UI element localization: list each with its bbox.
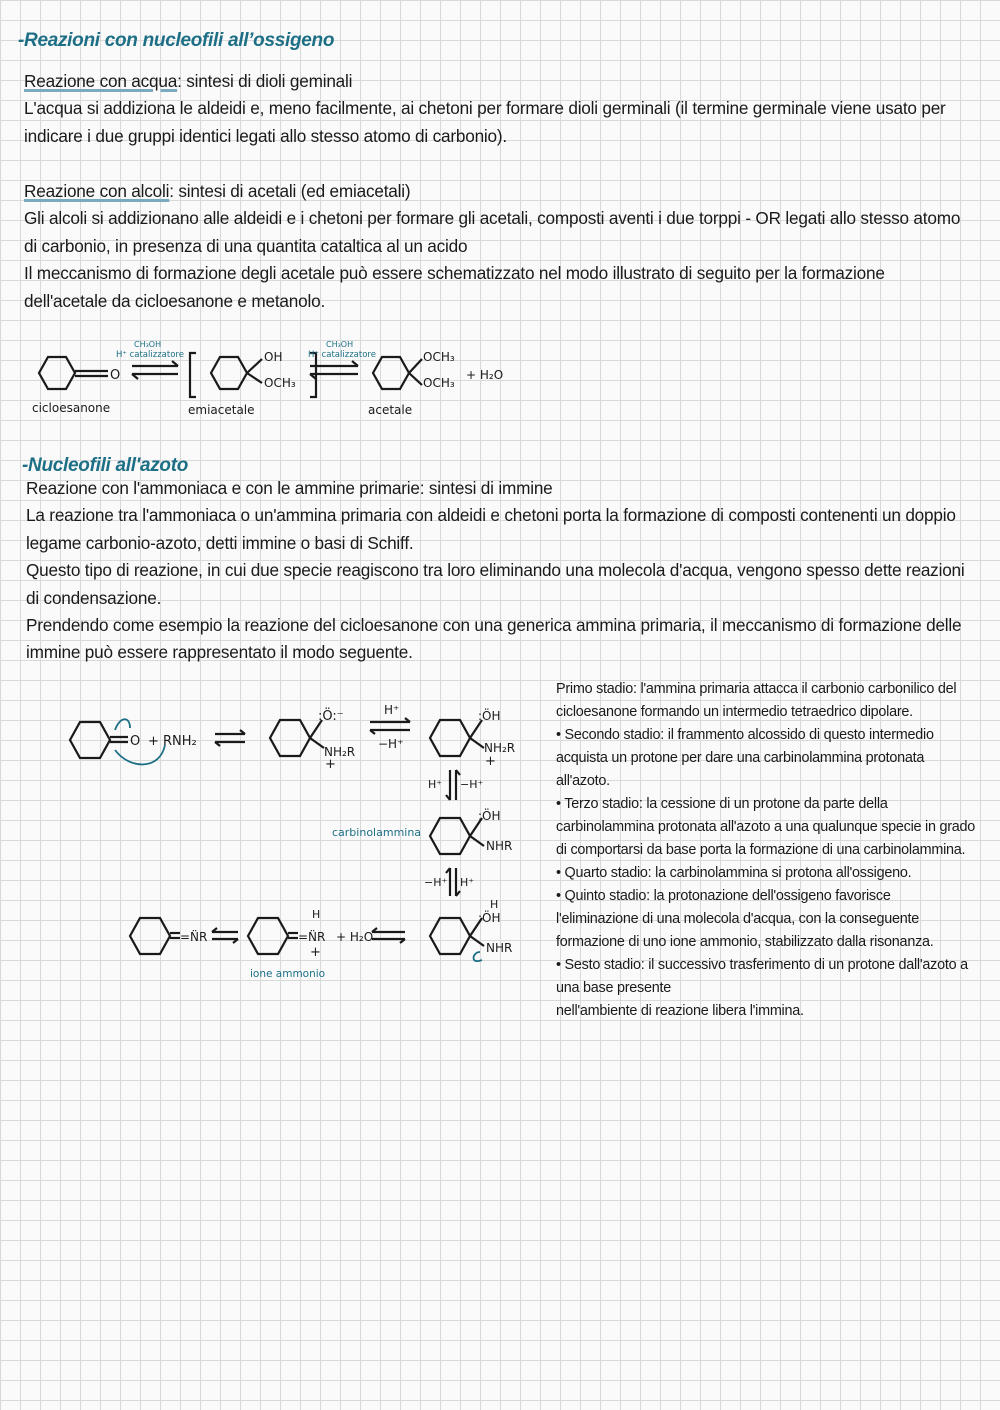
nhr-2: NHR: [486, 941, 513, 955]
step-3: • Terzo stadio: la cessione di un protone da parte della carbinolammina protonata all'azoto a una qualunque specie in grado di comportarsi da base porta la formazione di una carbinolammina.: [556, 796, 976, 858]
nh2r-2: NH₂R: [484, 741, 516, 755]
water-reaction-body: L'acqua si addiziona le aldeidi e, meno facilmente, ai chetoni per formare dioli germinali (il termine germinale viene usato per indicare i due gruppi identici legati allo stesso atomo di carbonio).: [24, 98, 946, 146]
hemiacetal-ring: [211, 357, 247, 389]
alcohol-reaction-title: [24, 178, 964, 205]
protonated-carbinolamine-ring: [430, 720, 470, 756]
ketone-oxygen: O: [110, 368, 121, 383]
imine-ring: [130, 918, 170, 954]
section-heading-oxygen: -Reazioni con nucleofili all’ossigeno: [18, 30, 335, 51]
acetal-ring: [373, 357, 409, 389]
water-title-underlined: Reazione con acqua: [24, 71, 178, 91]
oh-2: :ÖH: [478, 809, 501, 823]
h-plus-top: H⁺: [384, 703, 400, 717]
curved-arrow-3: [474, 952, 483, 961]
curved-arrow-1: [115, 719, 130, 730]
step-6: • Sesto stadio: il successivo trasferimento di un protone dall'azoto a una base presente: [556, 957, 968, 996]
reagent-methanol-1: CH₃OH: [134, 340, 162, 349]
water-title-rest: : sintesi di dioli geminali: [177, 71, 353, 91]
imine-body2: Questo tipo di reazione, in cui due specie reagiscono tra loro eliminando una molecola d'acqua, vengono spesso dette reazioni di condensazione.: [26, 560, 965, 608]
alcohol-reaction-body2: Il meccanismo di formazione degli acetale può essere schematizzato nel modo illustrato di seguito per la formazione dell'acetale da cicloesanone e metanolo.: [24, 263, 885, 311]
label-emiacetale: emiacetale: [188, 403, 255, 417]
imine-body1: La reazione tra l'ammoniaca o un'ammina primaria con aldeidi e chetoni porta la formazione di composti contenenti un doppio legame carbonio-azoto, detti immine o basi di Schiff.: [26, 505, 956, 553]
imine-text-block: [26, 475, 966, 667]
imine-nr: =N̈R: [180, 930, 208, 944]
catalyst-label-2: H⁺ catalizzatore: [308, 350, 376, 360]
step-2: • Secondo stadio: il frammento alcossido di questo intermedio acquista un protone per dare una carbinolammina protonata all'azoto.: [556, 727, 934, 789]
hemiacetal-oh: OH: [264, 350, 283, 364]
acetal-plus-water: + H₂O: [466, 368, 504, 382]
label-cicloesanone: cicloesanone: [32, 401, 111, 415]
water-reaction-block: [24, 68, 964, 150]
iminium-nr: =N̈R: [298, 930, 326, 944]
imine-body3: Prendendo come esempio la reazione del cicloesanone con una generica ammina primaria, il meccanismo di formazione delle immine può essere rappresentato il modo seguente.: [26, 615, 962, 663]
acetal-scheme: [20, 335, 540, 425]
cyclohexanone-ring: [39, 357, 75, 389]
catalyst-label-1: H⁺ catalizzatore: [116, 350, 184, 360]
alcohol-title-underlined: Reazione con alcoli: [24, 181, 170, 201]
ammonium-nh2r: NH₂R: [324, 745, 356, 759]
iminium-plus-water: + H₂O: [336, 930, 374, 944]
alcohol-reaction-block: [24, 178, 964, 315]
acetal-och3-top: OCH₃: [423, 350, 455, 364]
cyclohexanone-ring-2: [70, 722, 110, 758]
hemiacetal-och3: OCH₃: [264, 376, 296, 390]
reagent-methanol-2: CH₃OH: [326, 340, 354, 349]
carbinolamine-ring: [430, 818, 470, 854]
oh-1: :ÖH: [478, 709, 501, 723]
step-1: Primo stadio: l'ammina primaria attacca il carbonio carbonilico del cicloesanone formando un intermedio tetraedrico dipolare.: [556, 681, 957, 720]
minus-h-plus-bottom: −H⁺: [378, 737, 404, 751]
plus-charge-1: +: [325, 757, 336, 772]
alcohol-reaction-body1: Gli alcoli si addizionano alle aldeidi e i chetoni per formare gli acetali, composti aventi i due torppi - OR legati allo stesso atomo di carbonio, in presenza di una quantita cataltica al un acido: [24, 208, 961, 256]
h-plus-right-2: H⁺: [460, 876, 475, 889]
alcohol-title-rest: : sintesi di acetali (ed emiacetali): [169, 181, 411, 201]
alkoxide-o: :Ö:⁻: [318, 709, 344, 724]
label-carbinolammina: carbinolammina: [332, 826, 422, 839]
water-reaction-title: [24, 68, 964, 95]
imine-reaction-title: Reazione con l'ammoniaca e con le ammine primarie: sintesi di immine: [26, 478, 553, 498]
ketone-o-2: O: [130, 734, 141, 749]
oxonium-ring: [430, 918, 470, 954]
minus-h-plus-right: −H⁺: [460, 778, 484, 791]
zwitterion-ring: [270, 720, 310, 756]
plus-charge-3: +: [310, 945, 321, 960]
plus-rnh2: + RNH₂: [148, 734, 197, 749]
label-ione-ammonio: ione ammonio: [250, 968, 326, 980]
section-heading-nitrogen: -Nucleofili all'azoto: [22, 455, 189, 476]
step-6-cont: nell'ambiente di reazione libera l'immina.: [556, 1003, 804, 1019]
iminium-h: H: [312, 908, 321, 921]
minus-h-plus-left-2: −H⁺: [424, 876, 448, 889]
imine-scheme: [60, 690, 540, 990]
iminium-ring: [248, 918, 288, 954]
h-on-oxygen: H: [490, 898, 499, 911]
nhr-1: NHR: [486, 839, 513, 853]
acetal-och3-bottom: OCH₃: [423, 376, 455, 390]
mechanism-steps: [556, 678, 976, 1023]
step-5: • Quinto stadio: la protonazione dell'ossigeno favorisce l'eliminazione di una molecola d'acqua, con la conseguente formazione di uno ione ammonio, stabilizzato dalla risonanza.: [556, 888, 934, 950]
h-plus-left: H⁺: [428, 778, 443, 791]
step-4: • Quarto stadio: la carbinolammina si protona all'ossigeno.: [556, 865, 912, 881]
label-acetale: acetale: [368, 403, 413, 417]
oh-3: :ÖH: [478, 911, 501, 925]
plus-charge-2: +: [485, 754, 496, 769]
